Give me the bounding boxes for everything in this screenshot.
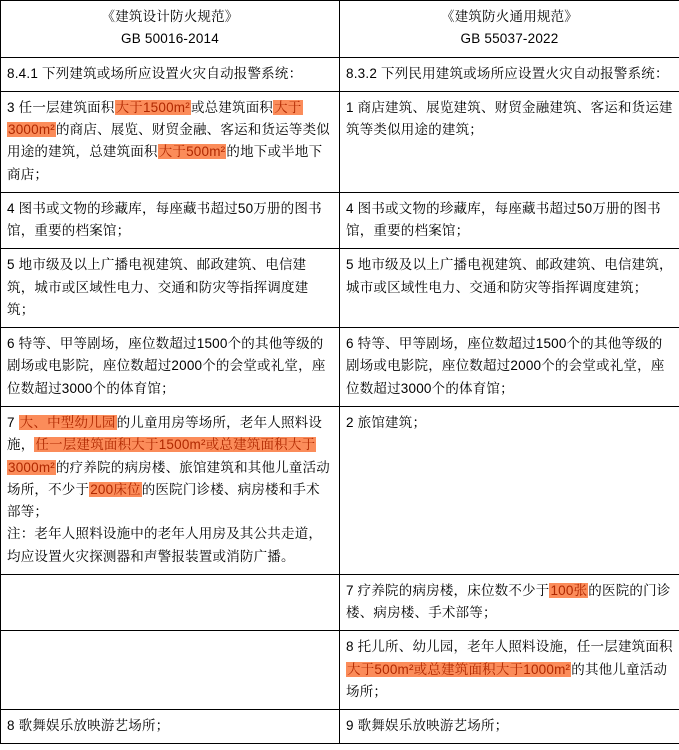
left-standard-code: GB 50016-2014 <box>121 31 219 47</box>
clause-cell-right <box>340 91 679 192</box>
highlighted-text: 任一层建筑面积大于1500m²或总建筑面积大于3000m² <box>8 437 316 475</box>
highlighted-text: 大、中型幼儿园 <box>19 414 116 430</box>
clause-text: 4 图书或文物的珍藏库，每座藏书超过50万册的图书馆，重要的档案馆； <box>7 200 322 239</box>
clause-cell-left <box>1 406 340 574</box>
clause-text: 8.3.2 下列民用建筑或场所应设置火灾自动报警系统： <box>346 65 669 81</box>
clause-cell-right <box>340 710 679 744</box>
clause-text: 7 大、中型幼儿园的儿童用房等场所，老年人照料设施，任一层建筑面积大于1500m²或总建筑面积大于3000m²的疗养院的病房楼、旅馆建筑和其他儿童活动场所，不少于200床位的医院门诊楼、病房楼和手术部等； 注：老年人照料设施中的老年人用房及其公共走道，均应设置火灾探测器和声警报装置或消防广播。 <box>7 414 330 564</box>
right-standard-title: 《建筑防火通用规范》 <box>441 9 578 24</box>
clause-cell-right <box>340 328 679 407</box>
highlighted-text: 大于500m²或总建筑面积大于1000m² <box>347 661 571 677</box>
clause-text: 5 地市级及以上广播电视建筑、邮政建筑、电信建筑，城市或区域性电力、交通和防灾等指挥调度建筑； <box>7 257 309 317</box>
clause-cell-right <box>340 57 679 91</box>
clause-cell-right <box>340 249 679 328</box>
highlighted-text: 200床位 <box>90 481 141 497</box>
table-row <box>1 406 679 574</box>
clause-cell-right <box>340 192 679 249</box>
clause-cell-left <box>1 249 340 328</box>
table-row <box>1 192 679 249</box>
table-row <box>1 574 679 631</box>
clause-cell-left <box>1 631 340 710</box>
clause-text: 8 歌舞娱乐放映游艺场所； <box>7 718 170 734</box>
clause-cell-right <box>340 631 679 710</box>
table-body <box>1 1 679 744</box>
clause-text: 1 商店建筑、展览建筑、财贸金融建筑、客运和货运建筑等类似用途的建筑； <box>346 99 673 138</box>
clause-cell-left <box>1 328 340 407</box>
highlighted-text: 大于3000m² <box>8 99 302 138</box>
clause-text: 6 特等、甲等剧场，座位数超过1500个的其他等级的剧场或电影院，座位数超过2000个的会堂或礼堂，座位数超过3000个的体育馆； <box>7 336 326 396</box>
clause-cell-left <box>1 57 340 91</box>
table-row <box>1 91 679 192</box>
clause-text: 6 特等、甲等剧场，座位数超过1500个的其他等级的剧场或电影院，座位数超过2000个的会堂或礼堂，座位数超过3000个的体育馆； <box>346 336 665 396</box>
clause-text: 9 歌舞娱乐放映游艺场所； <box>346 718 509 734</box>
clause-text: 7 疗养院的病房楼，床位数不少于100张的医院的门诊楼、病房楼、手术部等； <box>346 582 671 621</box>
clause-text: 2 旅馆建筑； <box>346 414 427 430</box>
table-row <box>1 249 679 328</box>
clause-text: 3 任一层建筑面积大于1500m²或总建筑面积大于3000m²的商店、展览、财贸金融、客运和货运等类似用途的建筑，总建筑面积大于500m²的地下或半地下商店； <box>7 99 330 182</box>
table-header-row <box>1 1 679 58</box>
clause-cell-left <box>1 710 340 744</box>
highlighted-text: 100张 <box>550 582 588 598</box>
clause-cell-left <box>1 91 340 192</box>
clause-cell-right <box>340 406 679 574</box>
table-row <box>1 710 679 744</box>
clause-cell-left <box>1 574 340 631</box>
right-standard-code: GB 55037-2022 <box>460 31 559 47</box>
table-row <box>1 57 679 91</box>
highlighted-text: 大于1500m² <box>115 99 190 115</box>
clause-text: 8 托儿所、幼儿园，老年人照料设施，任一层建筑面积大于500m²或总建筑面积大于1000m²的其他儿童活动场所； <box>346 639 673 699</box>
table-row <box>1 631 679 710</box>
left-standard-title: 《建筑设计防火规范》 <box>101 9 239 24</box>
header-cell-right <box>340 1 679 58</box>
table-row <box>1 328 679 407</box>
highlighted-text: 大于500m² <box>158 144 226 160</box>
clause-cell-left <box>1 192 340 249</box>
header-cell-left <box>1 1 340 58</box>
clause-text: 8.4.1 下列建筑或场所应设置火灾自动报警系统： <box>7 65 303 81</box>
clause-text: 4 图书或文物的珍藏库，每座藏书超过50万册的图书馆，重要的档案馆； <box>346 200 661 239</box>
clause-cell-right <box>340 574 679 631</box>
clause-text: 5 地市级及以上广播电视建筑、邮政建筑、电信建筑，城市或区域性电力、交通和防灾等指挥调度建筑； <box>346 257 673 295</box>
